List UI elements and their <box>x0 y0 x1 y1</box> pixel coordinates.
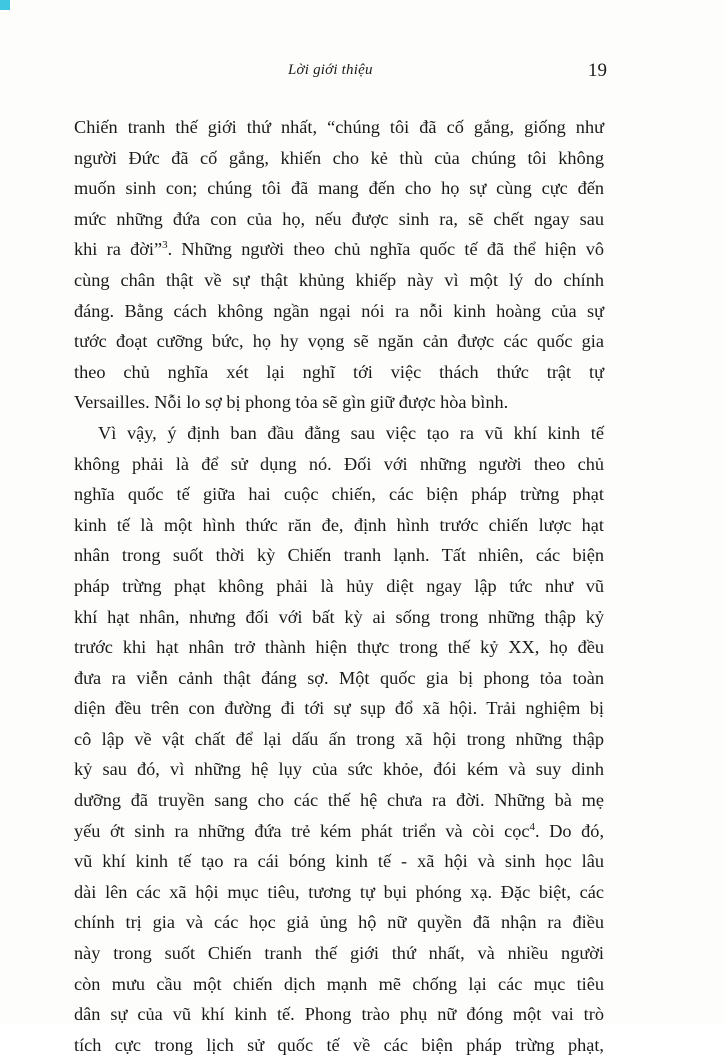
text-line: Versailles. Nỗi lo sợ bị phong tỏa sẽ gìn giữ được hòa bình. <box>74 392 509 413</box>
text-line: tước đoạt cưỡng bức, họ hy vọng sẽ ngăn cản được các quốc gia <box>74 331 604 352</box>
text-line: cô lập về vật chất để lại dấu ấn trong xã hội trong những thập <box>74 728 604 749</box>
paragraph-start-line: Vì vậy, ý định ban đầu đằng sau việc tạo ra vũ khí kinh tế <box>98 422 604 443</box>
text-line: muốn sinh con; chúng tôi đã mang đến cho họ sự cùng cực đến <box>74 178 604 199</box>
running-head: Lời giới thiệu <box>288 62 373 78</box>
text-line: nhân trong suốt thời kỳ Chiến tranh lạnh. Tất nhiên, các biện <box>74 545 604 566</box>
text-line: mức những đứa con của họ, nếu được sinh ra, sẽ chết ngay sau <box>74 208 604 229</box>
text-line: khi ra đời”$^3$. Những người theo chủ nghĩa quốc tế đã thể hiện vô <box>74 239 604 260</box>
page-number: 19 <box>588 60 607 81</box>
text-line: pháp trừng phạt không phải là hủy diệt ngay lập tức như vũ <box>74 575 604 596</box>
text-line: cùng chân thật về sự thật khủng khiếp này vì một lý do chính <box>74 269 604 290</box>
text-line: theo chủ nghĩa xét lại nghĩ tới việc thách thức trật tự <box>74 361 604 382</box>
text-line: trước khi hạt nhân trở thành hiện thực trong thế kỷ XX, họ đều <box>74 637 604 658</box>
footnote-ref: 4 <box>529 820 536 833</box>
text-line: này trong suốt Chiến tranh thế giới thứ nhất, và nhiều người <box>74 943 604 964</box>
text-line: chính trị gia và các học giả ủng hộ nữ quyền đã nhận ra điều <box>74 912 604 933</box>
text-line: đáng. Bằng cách không ngần ngại nói ra nỗi kinh hoàng của sự <box>74 300 604 321</box>
scan-corner-mark <box>0 0 10 10</box>
text-line: nghĩa quốc tế giữa hai cuộc chiến, các biện pháp trừng phạt <box>74 484 604 505</box>
text-line: dài lên các xã hội mục tiêu, tương tự bụi phóng xạ. Đặc biệt, các <box>74 881 604 902</box>
text-line: khí hạt nhân, nhưng đối với bất kỳ ai sống trong những thập kỷ <box>74 606 604 627</box>
text-line: Chiến tranh thế giới thứ nhất, “chúng tôi đã cố gắng, giống như <box>74 117 604 137</box>
text-line: đưa ra viễn cảnh thật đáng sợ. Một quốc gia bị phong tỏa toàn <box>74 667 604 688</box>
text-line: kinh tế là một hình thức răn đe, định hình trước chiến lược hạt <box>74 514 604 535</box>
text-line: yếu ớt sinh ra những đứa trẻ kém phát triển và còi cọc$^4$. Do đó, <box>74 820 605 841</box>
text-line: dưỡng đã truyền sang cho các thế hệ chưa ra đời. Những bà mẹ <box>74 790 604 811</box>
page-header <box>0 60 724 84</box>
text-line: còn mưu cầu một chiến dịch mạnh mẽ chống lại các mục tiêu <box>74 973 604 994</box>
text-line: diện đều trên con đường đi tới sự sụp đổ xã hội. Trải nghiệm bị <box>74 698 604 719</box>
text-line: vũ khí kinh tế tạo ra cái bóng kinh tế - xã hội và sinh học lâu <box>74 851 604 872</box>
text-line: kỷ sau đó, vì những hệ lụy của sức khỏe, đói kém và suy dinh <box>74 759 604 780</box>
text-line: không phải là để sử dụng nó. Đối với những người theo chủ <box>74 453 604 474</box>
body-text <box>74 112 604 1060</box>
text-line: người Đức đã cố gắng, khiến cho kẻ thù của chúng tôi không <box>74 147 604 168</box>
text-line: dân sự của vũ khí kinh tế. Phong trào phụ nữ đóng một vai trò <box>74 1004 604 1025</box>
footnote-ref: 3 <box>162 239 168 252</box>
text-line: tích cực trong lịch sử quốc tế về các biện pháp trừng phạt, <box>74 1034 604 1055</box>
